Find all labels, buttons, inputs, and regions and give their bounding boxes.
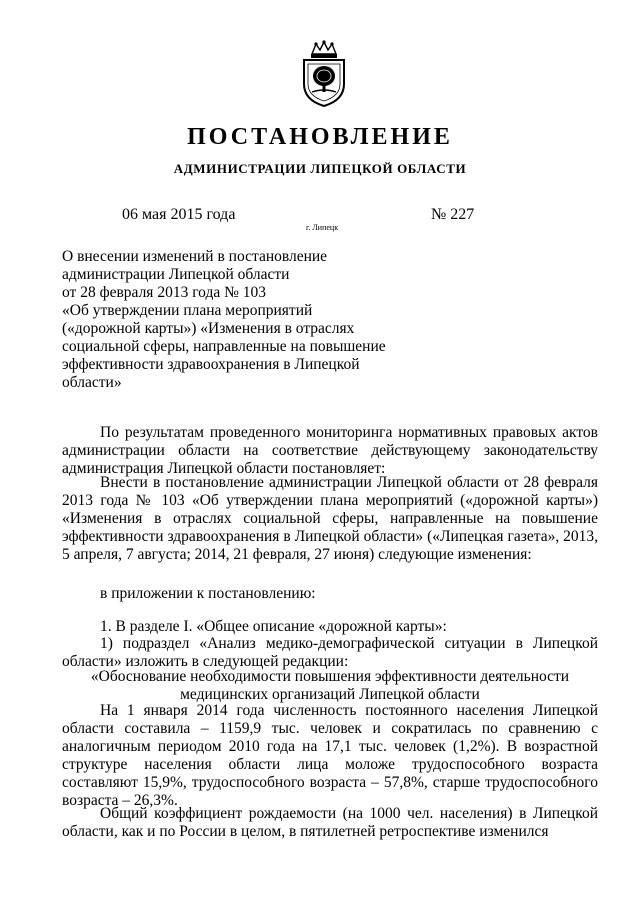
subject-line: («дорожной карты») «Изменения в отраслях (62, 320, 355, 337)
coat-of-arms-icon (298, 40, 350, 108)
section-heading-line: «Обоснование необходимости повышения эффективности деятельности (90, 668, 570, 685)
paragraph-preamble: По результатам проведенного мониторинга нормативных правовых актов администрации области на соответствие действующему законодательству администрация Липецкой области постановляет: (62, 424, 598, 477)
subject-line: администрации Липецкой области (62, 266, 290, 283)
paragraph-birth-rate: Общий коэффициент рождаемости (на 1000 чел. населения) в Липецкой области, как и по России в целом, в пятилетней ретроспективе изменился (62, 805, 598, 840)
subject-line: эффективности здравоохранения в Липецкой (62, 356, 360, 373)
section-heading (62, 668, 598, 704)
subject-line: «Об утверждении плана мероприятий (62, 302, 313, 319)
paragraph-population: На 1 января 2014 года численность постоянного населения Липецкой области составила – 1159,9 тыс. человек и сократилась по сравнению с аналогичным периодом 2010 года на 17,1 тыс. человек (1,2%). В возрастной структуре населения области лица моложе трудоспособного возраста составляют 15,9%, трудоспособного возраста – 57,8%, старше трудоспособного возраста – 26,3%. (62, 702, 598, 809)
subject-line: от 28 февраля 2013 года № 103 (62, 284, 267, 301)
paragraph-section: 1. В разделе I. «Общее описание «дорожной карты»: (100, 618, 447, 635)
document-number: № 227 (431, 206, 475, 223)
paragraph-annex: в приложении к постановлению: (100, 585, 316, 602)
paragraph-amendment: Внести в постановление администрации Липецкой области от 28 февраля 2013 года № 103 «Об утверждении плана мероприятий («дорожной карты») «Изменения в отраслях социальной сферы, направленные на повышение эффективности здравоохранения в Липецкой области» («Липецкая газета», 2013, 5 апреля, 7 августа; 2014, 21 февраля, 27 июня) следующие изменения: (62, 474, 598, 563)
document-city: г. Липецк (306, 223, 339, 232)
paragraph-subsection: 1) подраздел «Анализ медико-демографической ситуации в Липецкой области» изложить в следующей редакции: (62, 635, 598, 670)
issuer-name: АДМИНИСТРАЦИИ ЛИПЕЦКОЙ ОБЛАСТИ (173, 161, 467, 176)
document-subject (62, 248, 386, 392)
subject-line: области» (62, 374, 122, 391)
section-heading-line: медицинских организаций Липецкой области (180, 686, 480, 703)
document-date: 06 мая 2015 года (122, 206, 236, 223)
subject-line: О внесении изменений в постановление (62, 248, 328, 265)
document-title: ПОСТАНОВЛЕНИЕ (187, 124, 453, 150)
subject-line: социальной сферы, направленные на повышение (62, 338, 386, 355)
